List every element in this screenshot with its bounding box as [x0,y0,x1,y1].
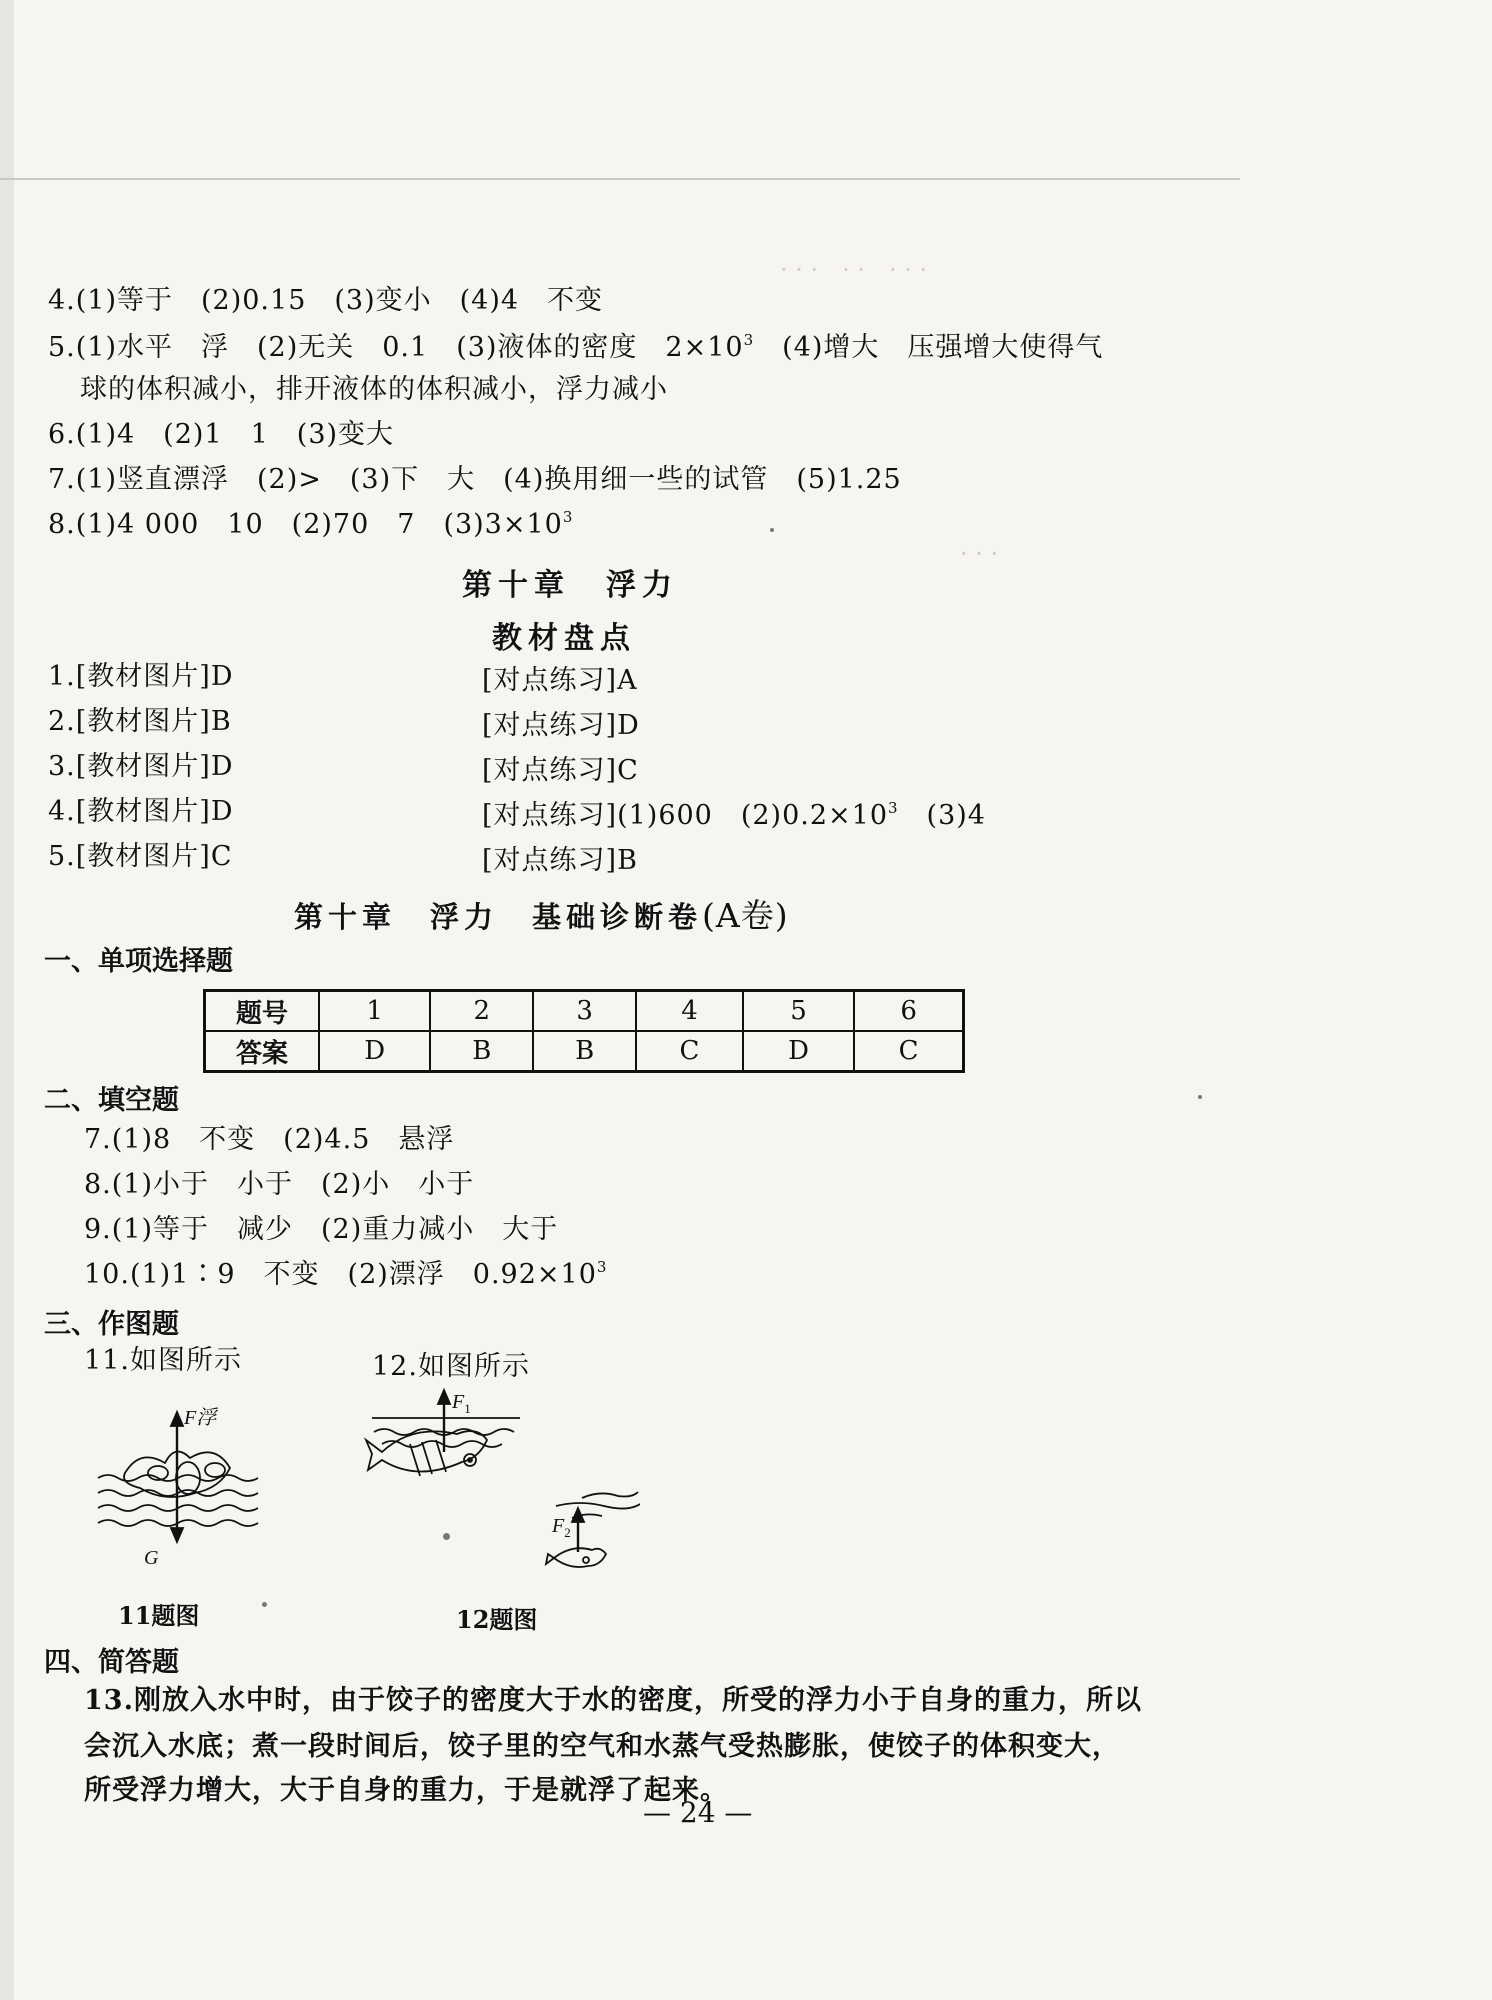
section-title-textbook: 教材盘点 [492,621,636,656]
short-answer-line-2: 会沉入水底；煮一段时间后，饺子里的空气和水蒸气受热膨胀，使饺子的体积变大， [84,1731,1120,1762]
textbook-left-2: 2.[教材图片]B [48,706,232,737]
force-f2-label: $F_2$ [552,1515,571,1540]
bleed-through: · · · [960,540,999,568]
figure-11-caption: 11题图 [118,1601,200,1630]
short-answer-line-3: 所受浮力增大，大于自身的重力，于是就浮了起来。 [84,1775,728,1806]
bleed-through: · · · · · · · · [780,256,928,284]
page-number: — 24 — [643,1796,753,1829]
table-cell: 2 [430,991,533,1032]
page-edge [0,0,14,2000]
table-row [205,1031,964,1072]
answer-line-q4: 4.(1)等于 (2)0.15 (3)变小 (4)4 不变 [48,285,604,316]
force-f1-label: $F_1$ [452,1391,471,1416]
drawing-answer-q12: 12.如图所示 [372,1351,530,1382]
answer-line-q6: 6.(1)4 (2)1 1 (3)变大 [48,419,395,450]
top-rule [0,178,1240,180]
test-title: 第十章 浮力 基础诊断卷(A卷) [294,896,789,935]
scan-speck [262,1602,267,1607]
table-cell: C [636,1031,743,1072]
textbook-left-1: 1.[教材图片]D [48,661,234,692]
table-cell: B [533,1031,636,1072]
scan-speck [1198,1095,1202,1099]
answer-line-q5-cont: 球的体积减小，排开液体的体积减小，浮力减小 [80,374,668,405]
table-cell: 6 [854,991,963,1032]
table-cell: D [743,1031,854,1072]
figure-11-floating-object [90,1398,270,1578]
textbook-right-1: [对点练习]A [482,665,638,696]
table-header-cell: 答案 [205,1031,320,1072]
answer-line-q8: 8.(1)4 000 10 (2)70 7 $(3)3\times 10^3$ [48,508,574,540]
table-cell: 5 [743,991,854,1032]
figure-12-caption: 12题图 [456,1605,538,1634]
table-cell: 1 [319,991,430,1032]
fill-answer-q9: 9.(1)等于 减少 (2)重力减小 大于 [84,1214,559,1245]
table-cell: 4 [636,991,743,1032]
section-heading-fill: 二、填空题 [44,1085,179,1116]
answer-table [203,989,965,1073]
table-cell: C [854,1031,963,1072]
textbook-left-5: 5.[教材图片]C [48,841,233,872]
force-buoyancy-label: F浮 [184,1407,217,1429]
section-heading-choice: 一、单项选择题 [44,946,233,977]
table-cell: D [319,1031,430,1072]
table-header-cell: 题号 [205,991,320,1032]
drawing-answer-q11: 11.如图所示 [84,1345,242,1376]
table-row [205,991,964,1032]
fill-answer-q10: 10.(1)1∶9 不变 (2)漂浮 $0.92\times 10^3$ [84,1258,608,1290]
figure-12-fish-forces [360,1382,640,1592]
textbook-right-4: [对点练习](1)600 $(2)0.2\times 10^3$ (3)4 [482,799,986,831]
answer-line-q7: 7.(1)竖直漂浮 (2)> (3)下 大 (4)换用细一些的试管 (5)1.25 [48,464,902,495]
short-answer-line-1: 13.刚放入水中时，由于饺子的密度大于水的密度，所受的浮力小于自身的重力，所以 [84,1685,1142,1716]
textbook-right-2: [对点练习]D [482,710,640,741]
textbook-left-4: 4.[教材图片]D [48,796,234,827]
chapter-title: 第十章 浮力 [462,568,678,603]
answer-line-q5: 5.(1)水平 浮 (2)无关 0.1 (3)液体的密度 $2\times 10^3$ (4)增大 压强增大使得气 [48,331,1104,363]
force-gravity-label: G [144,1547,159,1569]
table-cell: 3 [533,991,636,1032]
table-cell: B [430,1031,533,1072]
textbook-left-3: 3.[教材图片]D [48,751,234,782]
fill-answer-q8: 8.(1)小于 小于 (2)小 小于 [84,1169,475,1200]
section-heading-drawing: 三、作图题 [44,1309,179,1340]
textbook-right-3: [对点练习]C [482,755,639,786]
fill-answer-q7: 7.(1)8 不变 (2)4.5 悬浮 [84,1124,455,1155]
textbook-right-5: [对点练习]B [482,845,638,876]
scan-speck [443,1533,450,1540]
section-heading-short-answer: 四、简答题 [44,1647,179,1678]
scan-speck [770,528,774,532]
